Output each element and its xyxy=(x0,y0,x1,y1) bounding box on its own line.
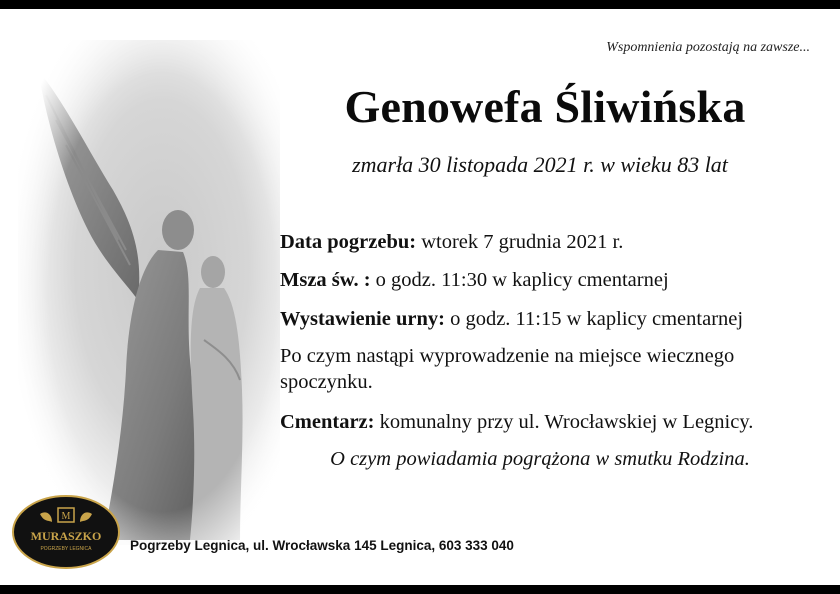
cemetery-label: Cmentarz: xyxy=(280,411,375,433)
mass-line xyxy=(280,267,840,293)
top-border xyxy=(0,0,840,9)
urn-label: Wystawienie urny: xyxy=(280,308,445,330)
procession-line: Po czym nastąpi wyprowadzenie na miejsce wiecznego spoczynku. xyxy=(280,345,735,393)
logo-tagline: POGRZEBY LEGNICA xyxy=(40,546,92,552)
deceased-name: Genowefa Śliwińska xyxy=(344,81,746,132)
angel-statue-image xyxy=(18,40,280,545)
bottom-border xyxy=(0,585,840,594)
muraszko-logo xyxy=(12,494,120,570)
footer-contact: Pogrzeby Legnica, ul. Wrocławska 145 Legnica, 603 333 040 xyxy=(130,538,514,553)
closing-line: O czym powiadamia pogrążona w smutku Rodzina. xyxy=(330,448,750,470)
svg-text:M: M xyxy=(61,511,71,522)
cemetery-value: komunalny przy ul. Wrocławskiej w Legnicy. xyxy=(374,411,754,433)
logo-brand: MURASZKO xyxy=(30,529,102,543)
cemetery-line xyxy=(280,409,840,435)
mass-value: o godz. 11:30 w kaplicy cmentarnej xyxy=(370,269,669,291)
funeral-date-label: Data pogrzebu: xyxy=(280,231,417,253)
mass-label: Msza św. : xyxy=(280,269,371,291)
motto: Wspomnienia pozostają na zawsze... xyxy=(606,40,810,55)
urn-value: o godz. 11:15 w kaplicy cmentarnej xyxy=(444,308,744,330)
funeral-date-value: wtorek 7 grudnia 2021 r. xyxy=(416,231,624,253)
funeral-date-line xyxy=(280,229,840,255)
urn-line xyxy=(280,306,840,332)
death-date-line: zmarła 30 listopada 2021 r. w wieku 83 lat xyxy=(352,152,728,177)
